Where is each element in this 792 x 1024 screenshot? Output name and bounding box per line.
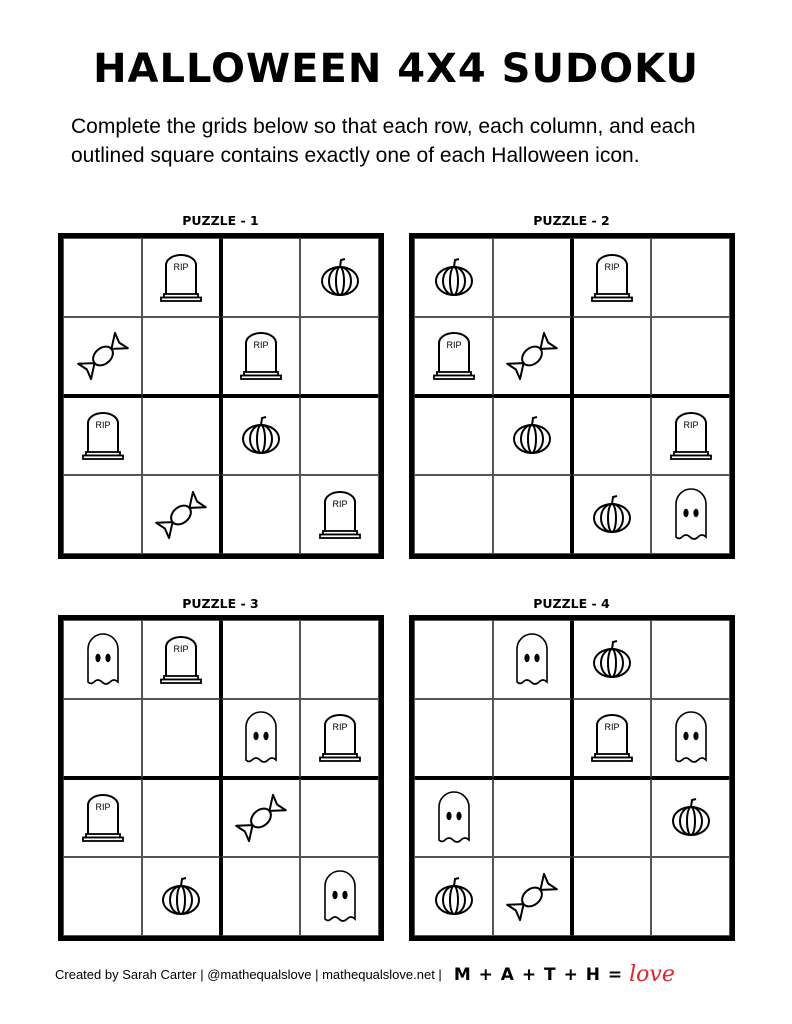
puzzle-3-cell-r2c2 <box>142 699 221 778</box>
svg-text:RIP: RIP <box>604 722 620 732</box>
puzzle-2-cell-r4c2 <box>493 475 572 554</box>
puzzle-1-cell-r4c1 <box>63 475 142 554</box>
svg-text:RIP: RIP <box>604 261 620 272</box>
puzzle-1-cell-r3c4 <box>300 396 379 475</box>
puzzle-3-cell-r3c3 <box>221 778 300 857</box>
puzzle-1-label: PUZZLE - 1 <box>182 213 259 228</box>
puzzle-4-cell-r1c1 <box>414 620 493 699</box>
puzzle-4-label: PUZZLE - 4 <box>533 596 610 611</box>
puzzle-4-cell-r1c2 <box>493 620 572 699</box>
candy-icon <box>504 328 560 384</box>
svg-text:RIP: RIP <box>253 340 269 350</box>
footer-love: love <box>629 962 675 987</box>
puzzle-4-cell-r3c4 <box>651 778 730 857</box>
svg-text:RIP: RIP <box>173 643 189 654</box>
puzzle-2-grid <box>409 233 735 559</box>
puzzle-2-cell-r2c2 <box>493 317 572 396</box>
ghost-icon <box>322 869 358 925</box>
ghost-icon <box>85 632 121 688</box>
svg-text:RIP: RIP <box>173 261 189 272</box>
puzzle-1-cell-r1c4 <box>300 238 379 317</box>
candy-icon <box>233 790 289 846</box>
puzzle-3-cell-r1c1 <box>63 620 142 699</box>
puzzle-3-cell-r2c3 <box>221 699 300 778</box>
puzzle-4-cell-r2c4 <box>651 699 730 778</box>
svg-text:RIP: RIP <box>331 722 348 732</box>
puzzle-2-cell-r2c1 <box>414 317 493 396</box>
puzzle-1-cell-r2c3 <box>221 317 300 396</box>
ghost-icon <box>673 487 709 543</box>
puzzle-3-cell-r4c4 <box>300 857 379 936</box>
tombstone-icon <box>318 713 362 763</box>
svg-text:RIP: RIP <box>445 340 462 350</box>
puzzle-4-cell-r3c1 <box>414 778 493 857</box>
puzzle-3-cell-r1c4 <box>300 620 379 699</box>
ghost-icon <box>514 632 550 688</box>
puzzle-3-cell-r4c3 <box>221 857 300 936</box>
svg-text:RIP: RIP <box>94 802 111 812</box>
puzzle-2-cell-r1c1 <box>414 238 493 317</box>
ghost-icon <box>673 710 709 766</box>
puzzle-4-cell-r4c1 <box>414 857 493 936</box>
puzzle-3-cell-r4c1 <box>63 857 142 936</box>
puzzle-4-cell-r2c3 <box>572 699 651 778</box>
puzzle-3-cell-r3c2 <box>142 778 221 857</box>
tombstone-icon <box>318 490 362 540</box>
footer-credit: Created by Sarah Carter | @mathequalslove | mathequalslove.net | <box>55 967 442 982</box>
pumpkin-icon <box>670 797 712 839</box>
footer-brand: M + A + T + H = <box>453 964 624 985</box>
tombstone-icon <box>81 793 125 843</box>
puzzle-4-cell-r3c2 <box>493 778 572 857</box>
puzzle-4-cell-r4c2 <box>493 857 572 936</box>
pumpkin-icon <box>591 494 633 536</box>
ghost-icon <box>243 710 279 766</box>
tombstone-icon <box>239 331 283 381</box>
puzzle-2-cell-r4c4 <box>651 475 730 554</box>
candy-icon <box>75 328 131 384</box>
puzzle-1-cell-r2c4 <box>300 317 379 396</box>
puzzle-2-cell-r1c4 <box>651 238 730 317</box>
tombstone-icon <box>590 253 634 303</box>
puzzle-4-cell-r1c4 <box>651 620 730 699</box>
puzzle-2-cell-r3c2 <box>493 396 572 475</box>
tombstone-icon <box>81 411 125 461</box>
puzzle-2-cell-r2c4 <box>651 317 730 396</box>
puzzle-1-cell-r3c3 <box>221 396 300 475</box>
svg-text:RIP: RIP <box>94 420 111 430</box>
pumpkin-icon <box>240 415 282 457</box>
puzzle-3-cell-r4c2 <box>142 857 221 936</box>
puzzle-3-cell-r3c1 <box>63 778 142 857</box>
tombstone-icon <box>159 635 203 685</box>
pumpkin-icon <box>511 415 553 457</box>
pumpkin-icon <box>319 257 361 299</box>
puzzle-4-cell-r2c1 <box>414 699 493 778</box>
puzzle-1-cell-r1c2 <box>142 238 221 317</box>
puzzle-2-cell-r1c3 <box>572 238 651 317</box>
puzzle-4-cell-r4c4 <box>651 857 730 936</box>
tombstone-icon <box>590 713 634 763</box>
puzzle-1-cell-r4c3 <box>221 475 300 554</box>
pumpkin-icon <box>591 639 633 681</box>
tombstone-icon <box>432 331 476 381</box>
puzzle-3-cell-r3c4 <box>300 778 379 857</box>
puzzle-4-cell-r4c3 <box>572 857 651 936</box>
puzzle-1-cell-r3c2 <box>142 396 221 475</box>
puzzle-2-cell-r3c3 <box>572 396 651 475</box>
puzzle-1-cell-r3c1 <box>63 396 142 475</box>
puzzle-2-cell-r3c1 <box>414 396 493 475</box>
puzzle-2-cell-r3c4 <box>651 396 730 475</box>
ghost-icon <box>436 790 472 846</box>
tombstone-icon <box>159 253 203 303</box>
puzzle-2-cell-r2c3 <box>572 317 651 396</box>
candy-icon <box>153 487 209 543</box>
puzzle-1-cell-r4c4 <box>300 475 379 554</box>
puzzle-4-cell-r1c3 <box>572 620 651 699</box>
candy-icon <box>504 869 560 925</box>
puzzle-2-label: PUZZLE - 2 <box>533 213 610 228</box>
puzzle-3-grid <box>58 615 384 941</box>
puzzle-3-cell-r1c3 <box>221 620 300 699</box>
footer <box>55 962 675 987</box>
puzzle-1-cell-r1c3 <box>221 238 300 317</box>
puzzle-2-cell-r4c1 <box>414 475 493 554</box>
puzzle-3-cell-r2c1 <box>63 699 142 778</box>
pumpkin-icon <box>433 257 475 299</box>
instructions-text: Complete the grids below so that each row, each column, and each outlined square contains exactly one of each Halloween icon. <box>71 115 696 167</box>
puzzle-1-cell-r4c2 <box>142 475 221 554</box>
puzzle-4-cell-r3c3 <box>572 778 651 857</box>
puzzle-2-cell-r1c2 <box>493 238 572 317</box>
puzzle-1-grid <box>58 233 384 559</box>
puzzle-2-cell-r4c3 <box>572 475 651 554</box>
puzzle-1-cell-r1c1 <box>63 238 142 317</box>
svg-text:RIP: RIP <box>331 498 348 509</box>
svg-text:RIP: RIP <box>682 420 699 430</box>
page-title: HALLOWEEN 4X4 SUDOKU <box>93 46 699 92</box>
puzzle-1-cell-r2c2 <box>142 317 221 396</box>
puzzle-3-cell-r2c4 <box>300 699 379 778</box>
puzzle-1-cell-r2c1 <box>63 317 142 396</box>
puzzle-4-cell-r2c2 <box>493 699 572 778</box>
pumpkin-icon <box>160 876 202 918</box>
tombstone-icon <box>669 411 713 461</box>
puzzle-4-grid <box>409 615 735 941</box>
puzzle-3-cell-r1c2 <box>142 620 221 699</box>
puzzle-3-label: PUZZLE - 3 <box>182 596 259 611</box>
pumpkin-icon <box>433 876 475 918</box>
